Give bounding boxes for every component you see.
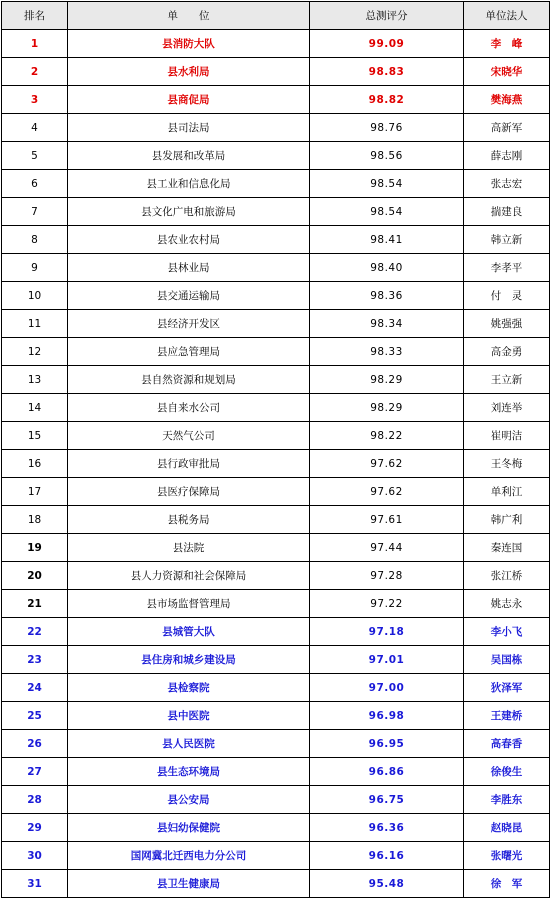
score-cell: 96.36 bbox=[310, 814, 464, 842]
table-row bbox=[2, 58, 550, 86]
rank-cell: 12 bbox=[2, 338, 68, 366]
unit-cell: 县医疗保障局 bbox=[68, 478, 310, 506]
rank-cell: 28 bbox=[2, 786, 68, 814]
rank-cell: 20 bbox=[2, 562, 68, 590]
person-cell: 王建桥 bbox=[464, 702, 550, 730]
person-cell: 单利江 bbox=[464, 478, 550, 506]
table-row bbox=[2, 310, 550, 338]
unit-cell: 县农业农村局 bbox=[68, 226, 310, 254]
rank-cell: 5 bbox=[2, 142, 68, 170]
table-row bbox=[2, 394, 550, 422]
table-row bbox=[2, 226, 550, 254]
unit-cell: 县生态环境局 bbox=[68, 758, 310, 786]
unit-cell: 县商促局 bbox=[68, 86, 310, 114]
rank-cell: 14 bbox=[2, 394, 68, 422]
table-row bbox=[2, 282, 550, 310]
table-row bbox=[2, 422, 550, 450]
score-cell: 98.54 bbox=[310, 170, 464, 198]
header-unit: 单 位 bbox=[68, 2, 310, 30]
person-cell: 狄泽军 bbox=[464, 674, 550, 702]
score-cell: 98.22 bbox=[310, 422, 464, 450]
person-cell: 姚志永 bbox=[464, 590, 550, 618]
score-cell: 97.00 bbox=[310, 674, 464, 702]
score-cell: 98.33 bbox=[310, 338, 464, 366]
unit-cell: 县文化广电和旅游局 bbox=[68, 198, 310, 226]
table-row bbox=[2, 702, 550, 730]
unit-cell: 县林业局 bbox=[68, 254, 310, 282]
score-cell: 97.01 bbox=[310, 646, 464, 674]
rank-cell: 21 bbox=[2, 590, 68, 618]
table-row bbox=[2, 534, 550, 562]
unit-cell: 县中医院 bbox=[68, 702, 310, 730]
person-cell: 樊海燕 bbox=[464, 86, 550, 114]
score-cell: 96.16 bbox=[310, 842, 464, 870]
header-score: 总测评分 bbox=[310, 2, 464, 30]
rank-cell: 4 bbox=[2, 114, 68, 142]
table-row bbox=[2, 254, 550, 282]
table-row bbox=[2, 506, 550, 534]
person-cell: 张志宏 bbox=[464, 170, 550, 198]
person-cell: 徐俊生 bbox=[464, 758, 550, 786]
person-cell: 高新军 bbox=[464, 114, 550, 142]
score-cell: 98.29 bbox=[310, 394, 464, 422]
table-row bbox=[2, 478, 550, 506]
rank-cell: 9 bbox=[2, 254, 68, 282]
score-cell: 97.44 bbox=[310, 534, 464, 562]
table-row bbox=[2, 562, 550, 590]
unit-cell: 县检察院 bbox=[68, 674, 310, 702]
score-cell: 97.28 bbox=[310, 562, 464, 590]
score-cell: 96.95 bbox=[310, 730, 464, 758]
rank-cell: 13 bbox=[2, 366, 68, 394]
score-cell: 98.56 bbox=[310, 142, 464, 170]
rank-cell: 10 bbox=[2, 282, 68, 310]
table-row bbox=[2, 730, 550, 758]
score-cell: 98.83 bbox=[310, 58, 464, 86]
unit-cell: 国网冀北迁西电力分公司 bbox=[68, 842, 310, 870]
unit-cell: 县发展和改革局 bbox=[68, 142, 310, 170]
unit-cell: 县市场监督管理局 bbox=[68, 590, 310, 618]
score-cell: 98.54 bbox=[310, 198, 464, 226]
rank-cell: 1 bbox=[2, 30, 68, 58]
table-row bbox=[2, 338, 550, 366]
unit-cell: 县行政审批局 bbox=[68, 450, 310, 478]
person-cell: 刘连举 bbox=[464, 394, 550, 422]
score-cell: 98.40 bbox=[310, 254, 464, 282]
rank-cell: 2 bbox=[2, 58, 68, 86]
rank-cell: 23 bbox=[2, 646, 68, 674]
table-row bbox=[2, 646, 550, 674]
table-row bbox=[2, 590, 550, 618]
unit-cell: 县应急管理局 bbox=[68, 338, 310, 366]
rank-cell: 15 bbox=[2, 422, 68, 450]
rank-cell: 18 bbox=[2, 506, 68, 534]
person-cell: 姚强强 bbox=[464, 310, 550, 338]
person-cell: 宋晓华 bbox=[464, 58, 550, 86]
unit-cell: 县消防大队 bbox=[68, 30, 310, 58]
score-cell: 97.61 bbox=[310, 506, 464, 534]
person-cell: 张曙光 bbox=[464, 842, 550, 870]
score-cell: 98.36 bbox=[310, 282, 464, 310]
table-row bbox=[2, 450, 550, 478]
person-cell: 韩立新 bbox=[464, 226, 550, 254]
score-cell: 98.82 bbox=[310, 86, 464, 114]
rank-cell: 27 bbox=[2, 758, 68, 786]
unit-cell: 县妇幼保健院 bbox=[68, 814, 310, 842]
score-cell: 98.29 bbox=[310, 366, 464, 394]
person-cell: 付 灵 bbox=[464, 282, 550, 310]
table-row bbox=[2, 814, 550, 842]
unit-cell: 县自来水公司 bbox=[68, 394, 310, 422]
person-cell: 崔明洁 bbox=[464, 422, 550, 450]
rank-cell: 8 bbox=[2, 226, 68, 254]
score-cell: 97.62 bbox=[310, 478, 464, 506]
score-cell: 96.86 bbox=[310, 758, 464, 786]
rank-cell: 11 bbox=[2, 310, 68, 338]
header-rank: 排名 bbox=[2, 2, 68, 30]
rank-cell: 25 bbox=[2, 702, 68, 730]
person-cell: 韩广利 bbox=[464, 506, 550, 534]
unit-cell: 县人民医院 bbox=[68, 730, 310, 758]
header-person: 单位法人 bbox=[464, 2, 550, 30]
score-cell: 95.48 bbox=[310, 870, 464, 898]
score-cell: 97.22 bbox=[310, 590, 464, 618]
rank-cell: 30 bbox=[2, 842, 68, 870]
person-cell: 王立新 bbox=[464, 366, 550, 394]
person-cell: 王冬梅 bbox=[464, 450, 550, 478]
unit-cell: 县司法局 bbox=[68, 114, 310, 142]
table-row bbox=[2, 870, 550, 898]
table-row bbox=[2, 758, 550, 786]
score-cell: 98.76 bbox=[310, 114, 464, 142]
rank-cell: 16 bbox=[2, 450, 68, 478]
rank-cell: 19 bbox=[2, 534, 68, 562]
ranking-table bbox=[1, 1, 550, 898]
unit-cell: 县住房和城乡建设局 bbox=[68, 646, 310, 674]
table-row bbox=[2, 674, 550, 702]
score-cell: 96.98 bbox=[310, 702, 464, 730]
person-cell: 揣建良 bbox=[464, 198, 550, 226]
rank-cell: 26 bbox=[2, 730, 68, 758]
unit-cell: 县工业和信息化局 bbox=[68, 170, 310, 198]
table-row bbox=[2, 198, 550, 226]
person-cell: 赵晓昆 bbox=[464, 814, 550, 842]
rank-cell: 7 bbox=[2, 198, 68, 226]
table-row bbox=[2, 842, 550, 870]
unit-cell: 县税务局 bbox=[68, 506, 310, 534]
table-body bbox=[2, 30, 550, 898]
unit-cell: 县水利局 bbox=[68, 58, 310, 86]
unit-cell: 县经济开发区 bbox=[68, 310, 310, 338]
table-row bbox=[2, 618, 550, 646]
score-cell: 99.09 bbox=[310, 30, 464, 58]
person-cell: 张江桥 bbox=[464, 562, 550, 590]
person-cell: 徐 军 bbox=[464, 870, 550, 898]
person-cell: 高春香 bbox=[464, 730, 550, 758]
person-cell: 薛志刚 bbox=[464, 142, 550, 170]
unit-cell: 县自然资源和规划局 bbox=[68, 366, 310, 394]
table-row bbox=[2, 86, 550, 114]
person-cell: 高金勇 bbox=[464, 338, 550, 366]
rank-cell: 6 bbox=[2, 170, 68, 198]
unit-cell: 县公安局 bbox=[68, 786, 310, 814]
score-cell: 97.62 bbox=[310, 450, 464, 478]
table-row bbox=[2, 786, 550, 814]
rank-cell: 29 bbox=[2, 814, 68, 842]
person-cell: 李孝平 bbox=[464, 254, 550, 282]
rank-cell: 22 bbox=[2, 618, 68, 646]
unit-cell: 县城管大队 bbox=[68, 618, 310, 646]
person-cell: 李 峰 bbox=[464, 30, 550, 58]
person-cell: 秦连国 bbox=[464, 534, 550, 562]
table-row bbox=[2, 170, 550, 198]
person-cell: 李胜东 bbox=[464, 786, 550, 814]
rank-cell: 3 bbox=[2, 86, 68, 114]
unit-cell: 县法院 bbox=[68, 534, 310, 562]
rank-cell: 31 bbox=[2, 870, 68, 898]
unit-cell: 县卫生健康局 bbox=[68, 870, 310, 898]
table-row bbox=[2, 366, 550, 394]
unit-cell: 县人力资源和社会保障局 bbox=[68, 562, 310, 590]
score-cell: 98.34 bbox=[310, 310, 464, 338]
unit-cell: 天然气公司 bbox=[68, 422, 310, 450]
score-cell: 96.75 bbox=[310, 786, 464, 814]
score-cell: 98.41 bbox=[310, 226, 464, 254]
table-row bbox=[2, 142, 550, 170]
person-cell: 李小飞 bbox=[464, 618, 550, 646]
person-cell: 吴国栋 bbox=[464, 646, 550, 674]
rank-cell: 17 bbox=[2, 478, 68, 506]
header-row bbox=[2, 2, 550, 30]
score-cell: 97.18 bbox=[310, 618, 464, 646]
table-row bbox=[2, 114, 550, 142]
table-row bbox=[2, 30, 550, 58]
unit-cell: 县交通运输局 bbox=[68, 282, 310, 310]
rank-cell: 24 bbox=[2, 674, 68, 702]
